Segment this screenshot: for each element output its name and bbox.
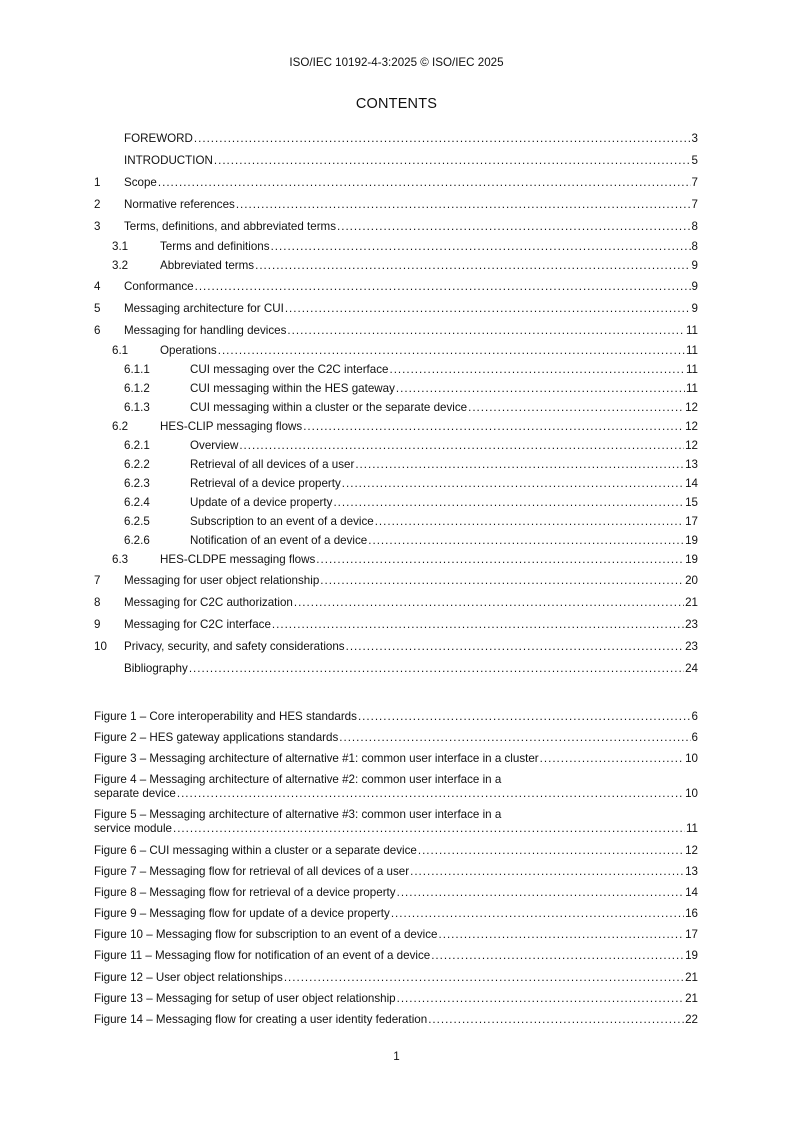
toc-entry[interactable] xyxy=(94,455,698,474)
toc-leader-dots xyxy=(396,382,685,395)
toc-entry-number: 6.2.4 xyxy=(124,496,150,509)
toc-entry[interactable] xyxy=(94,193,698,215)
figure-entry-title-cont: separate device xyxy=(94,787,176,801)
page-title: CONTENTS xyxy=(355,96,438,112)
figure-entry[interactable] xyxy=(94,840,698,861)
toc-entry[interactable] xyxy=(94,379,698,398)
figure-entry[interactable] xyxy=(94,882,698,903)
figure-entry-title: Figure 9 – Messaging flow for update of a device property xyxy=(94,907,390,921)
toc-entry-title: HES-CLDPE messaging flows xyxy=(160,553,316,566)
figure-entry-line xyxy=(94,752,698,766)
toc-entry-number: 6.1.3 xyxy=(124,401,150,414)
toc-entry-number: 6.2.3 xyxy=(124,477,150,490)
toc-leader-dots xyxy=(272,618,684,631)
figure-entry-line xyxy=(94,1013,698,1027)
toc-entry-page: 19 xyxy=(685,553,698,566)
toc-entry-number: 3 xyxy=(94,219,101,233)
toc-entry[interactable] xyxy=(94,149,698,171)
toc-leader-dots xyxy=(287,324,685,337)
toc-entry-page: 8 xyxy=(691,240,698,253)
toc-entry-number: 6.2.5 xyxy=(124,515,150,528)
toc-leader-dots xyxy=(320,574,684,587)
toc-entry[interactable] xyxy=(94,635,698,657)
figure-entry-title: Figure 12 – User object relationships xyxy=(94,970,283,984)
toc-entry-number: 6.2.2 xyxy=(124,458,150,471)
toc-leader-dots xyxy=(368,534,684,547)
toc-leader-dots xyxy=(397,992,684,1006)
toc-entry[interactable] xyxy=(94,550,698,569)
toc-entry-title: Bibliography xyxy=(124,661,188,675)
toc-entry-number: 10 xyxy=(94,639,107,653)
figure-entry-line xyxy=(94,971,698,985)
toc-entry[interactable] xyxy=(94,398,698,417)
toc-entry-number: 3.1 xyxy=(112,240,129,253)
toc-leader-dots xyxy=(391,907,684,921)
figure-entry[interactable] xyxy=(94,805,698,840)
toc-entry-page: 17 xyxy=(685,515,698,528)
figure-entry-title: Figure 4 – Messaging architecture of alternative #2: common user interface in a xyxy=(94,773,502,787)
toc-entry-page: 23 xyxy=(685,639,698,653)
toc-entry[interactable] xyxy=(94,319,698,341)
toc-leader-dots xyxy=(358,710,691,724)
figure-entry-continuation xyxy=(94,822,698,836)
toc-leader-dots xyxy=(177,787,684,801)
toc-entry[interactable] xyxy=(94,474,698,493)
toc-leader-dots xyxy=(284,971,684,985)
toc-entry-number: 5 xyxy=(94,301,101,315)
figure-entry-page: 11 xyxy=(685,822,698,836)
figure-entry-line xyxy=(94,865,698,879)
figure-entry[interactable] xyxy=(94,946,698,967)
toc-leader-dots xyxy=(236,198,691,211)
figure-entry-line xyxy=(94,731,698,745)
toc-entry-number: 6.3 xyxy=(112,553,129,566)
figure-entry-title: Figure 13 – Messaging for setup of user object relationship xyxy=(94,991,396,1005)
toc-entry-title: Subscription to an event of a device xyxy=(190,515,374,528)
toc-leader-dots xyxy=(285,302,691,315)
figure-entry-line xyxy=(94,710,698,724)
figure-entry-page: 17 xyxy=(685,928,698,942)
toc-entry-title: Messaging for C2C interface xyxy=(124,617,271,631)
toc-entry-page: 11 xyxy=(685,323,698,337)
toc-entry-number: 3.2 xyxy=(112,259,129,272)
toc-entry-page: 8 xyxy=(691,219,698,233)
toc-leader-dots xyxy=(316,553,684,566)
figure-entry-page: 10 xyxy=(685,787,698,801)
toc-leader-dots xyxy=(410,865,684,879)
toc-entry[interactable] xyxy=(94,171,698,193)
toc-entry-page: 24 xyxy=(685,661,698,675)
toc-leader-dots xyxy=(418,844,684,858)
toc-entry-number: 4 xyxy=(94,279,101,293)
toc-entry-title: INTRODUCTION xyxy=(124,153,213,167)
toc-entry-page: 11 xyxy=(685,382,698,395)
toc-entry-number: 9 xyxy=(94,617,101,631)
toc-entry-page: 12 xyxy=(685,420,698,433)
toc-entry[interactable] xyxy=(94,657,698,679)
figure-entry[interactable] xyxy=(94,748,698,769)
toc-entry-page: 7 xyxy=(691,197,698,211)
toc-entry-page: 7 xyxy=(691,175,698,189)
figure-entry-line xyxy=(94,949,698,963)
figure-entry-title: Figure 11 – Messaging flow for notification of an event of a device xyxy=(94,949,431,963)
toc-leader-dots xyxy=(428,1013,684,1027)
toc-entry-number: 7 xyxy=(94,573,101,587)
toc-entry-title: Notification of an event of a device xyxy=(190,534,368,547)
toc-entry-number: 1 xyxy=(94,175,101,189)
toc-entry-page: 14 xyxy=(685,477,698,490)
toc-entry-title: CUI messaging within the HES gateway xyxy=(190,382,395,395)
figure-entry-page: 22 xyxy=(685,1013,698,1027)
figure-entry[interactable] xyxy=(94,861,698,882)
figure-entry-page: 14 xyxy=(685,885,698,899)
toc-entry-number: 6.1 xyxy=(112,344,129,357)
toc-leader-dots xyxy=(194,132,691,145)
toc-entry-title: Operations xyxy=(160,344,217,357)
toc-entry-title: Terms and definitions xyxy=(160,240,270,253)
figure-entry-title: Figure 6 – CUI messaging within a cluster or a separate device xyxy=(94,843,417,857)
toc-entry[interactable] xyxy=(94,360,698,379)
toc-entry-title: Retrieval of a device property xyxy=(190,477,341,490)
toc-entry[interactable] xyxy=(94,493,698,512)
toc-leader-dots xyxy=(355,458,684,471)
figure-entry-title: Figure 1 – Core interoperability and HES standards xyxy=(94,709,357,723)
toc-entry[interactable] xyxy=(94,237,698,256)
figure-entry[interactable] xyxy=(94,988,698,1009)
figure-entry-title: Figure 14 – Messaging flow for creating a user identity federation xyxy=(94,1013,428,1027)
figure-entry-title-cont: service module xyxy=(94,822,172,836)
figure-entry[interactable] xyxy=(94,904,698,925)
toc-leader-dots xyxy=(397,886,685,900)
toc-entry-title: Retrieval of all devices of a user xyxy=(190,458,355,471)
toc-leader-dots xyxy=(389,363,684,376)
toc-leader-dots xyxy=(255,259,690,272)
toc-entry-page: 15 xyxy=(685,496,698,509)
toc-entry-page: 20 xyxy=(685,573,698,587)
toc-entry-title: HES-CLIP messaging flows xyxy=(160,420,303,433)
figure-entry-page: 10 xyxy=(685,751,698,765)
toc-entry-number: 6.1.2 xyxy=(124,382,150,395)
toc-leader-dots xyxy=(339,731,690,745)
figure-entry-page: 21 xyxy=(685,970,698,984)
toc-entry-title: Messaging for handling devices xyxy=(124,323,287,337)
figure-entry[interactable] xyxy=(94,925,698,946)
document-header: ISO/IEC 10192-4-3:2025 © ISO/IEC 2025 xyxy=(289,56,504,69)
toc-leader-dots xyxy=(439,928,685,942)
toc-entry[interactable] xyxy=(94,613,698,635)
toc-entry-page: 9 xyxy=(691,301,698,315)
toc-leader-dots xyxy=(333,496,684,509)
toc-entry-page: 11 xyxy=(685,363,698,376)
figure-entry-title: Figure 10 – Messaging flow for subscription to an event of a device xyxy=(94,928,438,942)
figure-entry-title: Figure 2 – HES gateway applications standards xyxy=(94,730,339,744)
figure-entry-page: 21 xyxy=(685,991,698,1005)
toc-leader-dots xyxy=(468,401,684,414)
figure-entry[interactable] xyxy=(94,967,698,988)
toc-entry-page: 9 xyxy=(691,279,698,293)
list-of-figures xyxy=(94,706,698,1031)
figure-entry[interactable] xyxy=(94,1009,698,1030)
page-number: 1 xyxy=(393,1050,400,1063)
figure-entry-title: Figure 5 – Messaging architecture of alternative #3: common user interface in a xyxy=(94,808,502,822)
toc-entry-number: 2 xyxy=(94,197,101,211)
toc-entry-page: 13 xyxy=(685,458,698,471)
figure-entry-line xyxy=(94,886,698,900)
toc-entry-page: 9 xyxy=(691,259,698,272)
toc-entry-number: 6.2.1 xyxy=(124,439,150,452)
toc-leader-dots xyxy=(540,752,684,766)
toc-leader-dots xyxy=(239,439,684,452)
figure-entry-title: Figure 7 – Messaging flow for retrieval of all devices of a user xyxy=(94,864,410,878)
toc-entry[interactable] xyxy=(94,417,698,436)
toc-entry-title: Messaging for user object relationship xyxy=(124,573,320,587)
toc-leader-dots xyxy=(337,220,691,233)
toc-entry-number: 6.2 xyxy=(112,420,129,433)
toc-leader-dots xyxy=(214,154,691,167)
figure-entry-page: 13 xyxy=(685,864,698,878)
toc-entry[interactable] xyxy=(94,569,698,591)
toc-entry-number: 6.1.1 xyxy=(124,363,150,376)
toc-entry-number: 6 xyxy=(94,323,101,337)
figure-entry-page: 19 xyxy=(685,949,698,963)
toc-leader-dots xyxy=(271,240,691,253)
toc-leader-dots xyxy=(189,662,684,675)
figure-entry-line xyxy=(94,844,698,858)
toc-entry-page: 11 xyxy=(685,344,698,357)
toc-entry-number: 6.2.6 xyxy=(124,534,150,547)
toc-entry-title: Normative references xyxy=(124,197,235,211)
toc-entry-title: Overview xyxy=(190,439,239,452)
toc-entry[interactable] xyxy=(94,341,698,360)
toc-entry[interactable] xyxy=(94,256,698,275)
toc-entry-page: 21 xyxy=(685,595,698,609)
toc-entry-title: FOREWORD xyxy=(124,131,193,145)
figure-entry[interactable] xyxy=(94,770,698,805)
toc-entry[interactable] xyxy=(94,436,698,455)
toc-leader-dots xyxy=(173,822,685,836)
toc-entry-page: 3 xyxy=(691,131,698,145)
toc-entry[interactable] xyxy=(94,591,698,613)
figure-entry-page: 16 xyxy=(685,907,698,921)
figure-entry-page: 6 xyxy=(691,730,698,744)
toc-entry-page: 12 xyxy=(685,401,698,414)
toc-entry-title: Scope xyxy=(124,175,157,189)
figure-entry-line xyxy=(94,907,698,921)
toc-entry-title: Messaging architecture for CUI xyxy=(124,301,284,315)
toc-entry-title: Privacy, security, and safety considerations xyxy=(124,639,345,653)
toc-entry-title: Messaging for C2C authorization xyxy=(124,595,293,609)
toc-leader-dots xyxy=(303,420,684,433)
toc-leader-dots xyxy=(195,280,691,293)
toc-entry-title: CUI messaging within a cluster or the separate device xyxy=(190,401,468,414)
figure-entry[interactable] xyxy=(94,706,698,727)
figure-entry-title: Figure 8 – Messaging flow for retrieval of a device property xyxy=(94,885,396,899)
toc-leader-dots xyxy=(346,640,685,653)
toc-entry-title: Abbreviated terms xyxy=(160,259,255,272)
figure-entry-continuation xyxy=(94,787,698,801)
toc-entry-page: 19 xyxy=(685,534,698,547)
figure-entry-line xyxy=(94,928,698,942)
toc-entry[interactable] xyxy=(94,127,698,149)
figure-entry-line xyxy=(94,992,698,1006)
toc-leader-dots xyxy=(431,949,684,963)
toc-entry-title: Conformance xyxy=(124,279,194,293)
toc-entry[interactable] xyxy=(94,275,698,297)
toc-leader-dots xyxy=(375,515,684,528)
toc-leader-dots xyxy=(294,596,684,609)
toc-entry-title: Update of a device property xyxy=(190,496,333,509)
toc-entry-page: 5 xyxy=(691,153,698,167)
toc-entry-page: 23 xyxy=(685,617,698,631)
toc-entry[interactable] xyxy=(94,297,698,319)
toc-entry-title: Terms, definitions, and abbreviated terms xyxy=(124,219,337,233)
toc-entry[interactable] xyxy=(94,215,698,237)
figure-entry[interactable] xyxy=(94,727,698,748)
toc-entry-title: CUI messaging over the C2C interface xyxy=(190,363,389,376)
figure-entry-title: Figure 3 – Messaging architecture of alternative #1: common user interface in a cluster xyxy=(94,751,539,765)
toc-entry-page: 12 xyxy=(685,439,698,452)
figure-entry-page: 12 xyxy=(685,843,698,857)
toc-entry-number: 8 xyxy=(94,595,101,609)
figure-entry-page: 6 xyxy=(691,709,698,723)
toc-leader-dots xyxy=(342,477,684,490)
toc-entry[interactable] xyxy=(94,531,698,550)
toc-leader-dots xyxy=(218,344,685,357)
table-of-contents xyxy=(94,127,698,679)
toc-entry[interactable] xyxy=(94,512,698,531)
toc-leader-dots xyxy=(158,176,691,189)
